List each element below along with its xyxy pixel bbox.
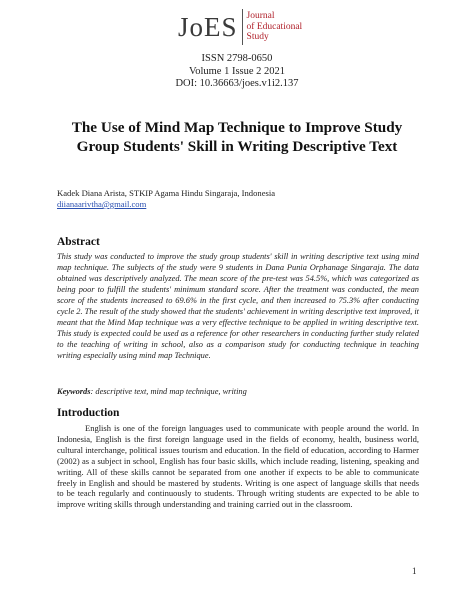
introduction-paragraph	[57, 423, 419, 510]
keywords-list: : descriptive text, mind map technique, writing	[90, 387, 247, 396]
keywords-label: Keywords	[57, 387, 91, 396]
journal-logo-mark: JoES	[178, 11, 238, 42]
keywords-line	[57, 386, 419, 397]
title-line-1: The Use of Mind Map Technique to Improve Study	[71, 119, 403, 136]
abstract-body: This study was conducted to improve the study group students' skill in writing descriptive text using mind map technique. The subjects of the study were 9 students in Dana Punia Orphanage Singaraja. The data obtained was descriptively analyzed. The mean score of the pre-test was 54.5%, which was categorized as being poor to fulfill the students' minimum standard score. After the treatment was conducted, the mean score of the students increased to 69.6% in the first cycle, and then increased to 75.3% after conducting cycle 2. The result of the study showed that the students' achievement in writing descriptive text improved, it meant that the Mind Map technique was a very effective technique to be applied in writing descriptive text. This study is expected could be used as a reference for other researchers in conducting further study related to the teaching of writing in school, also as a comparison study for conducting technique in teaching writing especially using mind map Technique.	[57, 252, 419, 360]
journal-logo-text	[247, 11, 303, 43]
article-title	[20, 118, 454, 156]
author-email-link[interactable]: diianaarivtha@gmail.com	[57, 199, 147, 209]
journal-info	[0, 53, 474, 91]
logo-divider	[242, 9, 243, 45]
logo-line-3: Study	[246, 32, 269, 43]
issn-line: ISSN 2798-0650	[201, 53, 273, 64]
doi-line: DOI: 10.36663/joes.v1i2.137	[175, 78, 299, 89]
logo-line-2: of Educational	[246, 21, 303, 32]
introduction-text: English is one of the foreign languages used to communicate with people around the world. In Indonesia, English is the first foreign language used in the fields of economy, health, business world, cultural interchange, political issues tourism and education. In the field of education, according to Harmer (2002) as a subject in school, English has four basic skills, which include reading, listening, speaking and writing. All of these skills cannot be separated from one another if expects to be able to communicate freely in English and should be mastered by students. Writing is one aspect of language skills that needs to be teach regularly and continuously to students. Through writing students are expected to be able to improve writing skills through understanding and training carried out in the classroom.	[57, 423, 419, 510]
author-affiliation: Kadek Diana Arista, STKIP Agama Hindu Singaraja, Indonesia	[57, 188, 276, 198]
page-number: 1	[412, 566, 417, 576]
journal-logo	[178, 6, 302, 48]
abstract-heading: Abstract	[57, 236, 100, 248]
volume-line: Volume 1 Issue 2 2021	[188, 65, 286, 77]
logo-line-1: Journal	[246, 11, 275, 22]
title-line-2: Group Students' Skill in Writing Descriptive Text	[76, 138, 398, 155]
introduction-heading: Introduction	[57, 407, 120, 419]
